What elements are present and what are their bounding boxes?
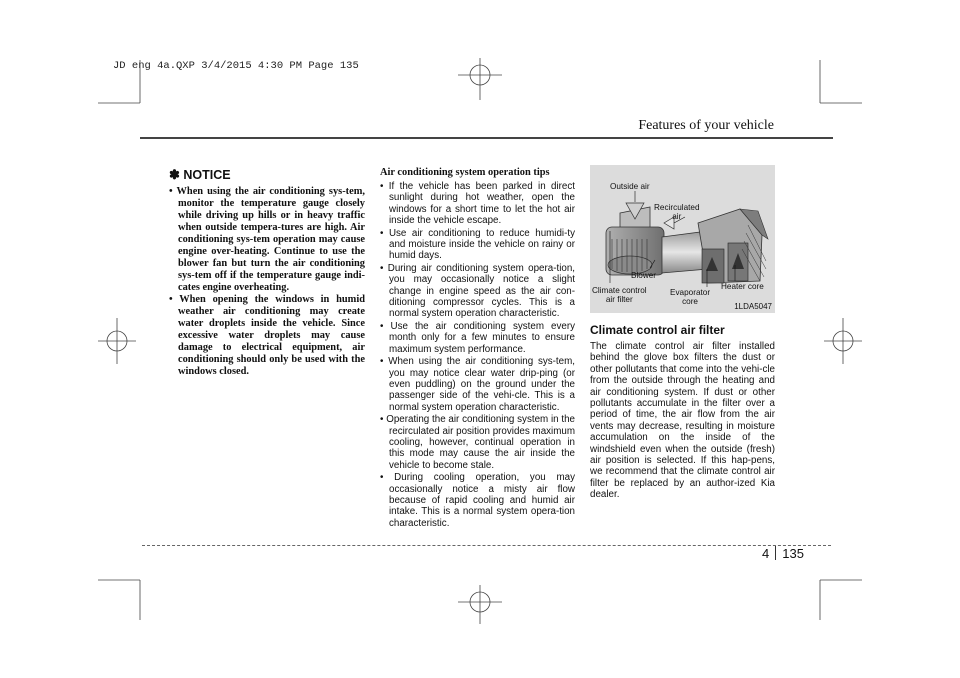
header-rule: [140, 137, 833, 139]
figure-code: 1LDA5047: [734, 302, 772, 311]
print-slug: JD eng 4a.QXP 3/4/2015 4:30 PM Page 135: [113, 60, 359, 72]
notice-column: [169, 167, 365, 378]
label-evaporator-core: Evaporator core: [670, 288, 711, 306]
page-number-divider: [775, 546, 776, 560]
tips-column: [380, 167, 575, 530]
tips-heading: Air conditioning system operation tips: [380, 167, 550, 178]
notice-title: NOTICE: [183, 168, 231, 182]
registration-mark-top: [458, 58, 502, 100]
page-number: [762, 546, 804, 561]
filter-section-title: Climate control air filter: [590, 323, 725, 337]
section-title: Features of your vehicle: [638, 118, 774, 133]
tips-item: • Use air conditioning to reduce humidi-ty and moisture inside the vehicle on rainy or humid days.: [380, 227, 575, 262]
registration-mark-right: [824, 318, 862, 364]
chapter-number: 4: [762, 546, 770, 561]
tips-item: • During cooling operation, you may occasionally notice a misty air flow because of rapid cooling and humid air intake. This is a normal system opera-tion characteristic.: [380, 472, 575, 529]
page-number-value: 135: [782, 546, 804, 561]
filter-column: [590, 165, 775, 501]
label-blower: Blower: [631, 271, 657, 280]
label-heater-core: Heater core: [721, 282, 764, 291]
registration-mark-bottom: [458, 585, 502, 624]
tips-item: • Operating the air conditioning system in the recirculated air position provides maximum cooling, however, continual operation in this mode may cause the air inside the vehicle to become stale.: [380, 414, 575, 471]
notice-item: • When opening the windows in humid weather air conditioning may create water droplets inside the vehicle. Since excessive water droplets may cause damage to electrical equipment, air conditioning should only be used with the windows closed.: [169, 294, 365, 377]
label-recirculated-air: Recirculated air: [654, 203, 700, 221]
notice-star-icon: ✽: [169, 167, 180, 182]
tips-item: • If the vehicle has been parked in direct sunlight during hot weather, open the windows for a short time to let the hot air inside the vehicle escape.: [380, 181, 575, 227]
label-outside-air: Outside air: [610, 182, 650, 191]
tips-item: • When using the air conditioning sys-tem, you may notice clear water drip-ping (or even puddling) on the ground under the passenger side of the vehi-cle. This is a normal system operation characteristic.: [380, 356, 575, 413]
notice-heading: [169, 167, 365, 183]
tips-item: • Use the air conditioning system every month only for a few minutes to ensure maximum system performance.: [380, 320, 575, 355]
registration-mark-left: [98, 318, 136, 364]
filter-section-body: The climate control air filter installed behind the glove box filters the dust or other pollutants that come into the vehi-cle from the outside through the heating and air conditioning system. If dust or other pollutants accumulate in the filter over a period of time, the air flow from the air vents may decrease, resulting in moisture accumulation on the inside of the windshield even when the outside (fresh) air position is selected. If this hap-pens, we recommend that the climate control air filter be replaced by an author-ized Kia dealer.: [590, 341, 775, 501]
tips-list: [380, 181, 575, 529]
footer-rule: [142, 545, 831, 546]
notice-item: • When using the air conditioning sys-tem, monitor the temperature gauge closely while driving up hills or in heavy traffic when outside tempera-tures are high. Air conditioning sys-tem operation may cause engine over-heating. Continue to use the blower fan but turn the air conditioning sys-tem off if the temperature gauge indi-cates engine overheating.: [169, 186, 365, 293]
tips-item: • During air conditioning system opera-tion, you may occasionally notice a slight change in engine speed as the air con-ditioning compressor cycles. This is a normal system operation characteristic.: [380, 262, 575, 320]
label-climate-control-air-filter: Climate control air filter: [592, 286, 647, 304]
hvac-diagram: [590, 165, 775, 313]
notice-list: [169, 186, 365, 378]
